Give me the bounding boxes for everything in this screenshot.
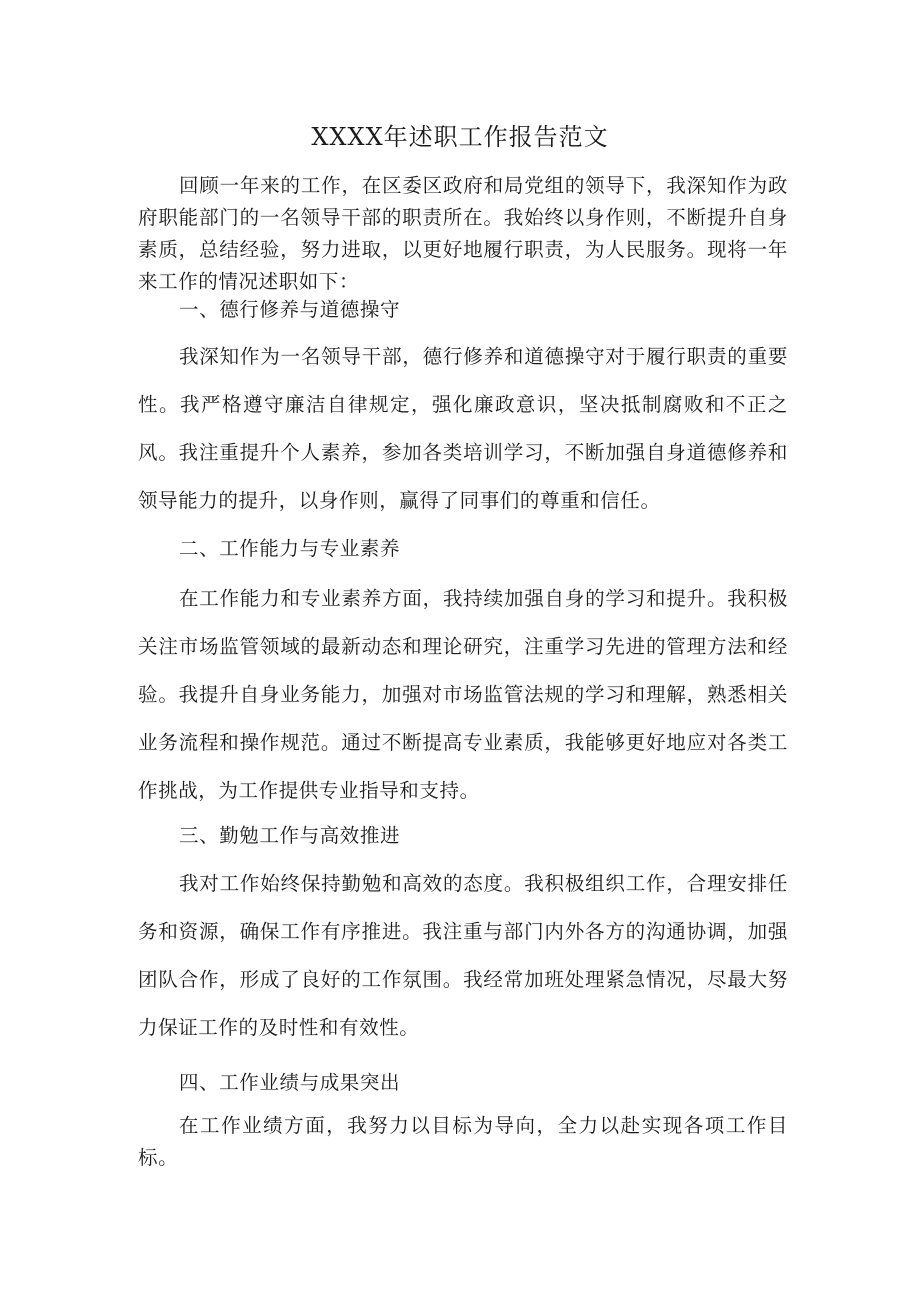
section-heading-3: 三、勤勉工作与高效推进 <box>179 824 401 847</box>
section-body-3: 我对工作始终保持勤勉和高效的态度。我积极组织工作，合理安排任务和资源，确保工作有序推进。我注重与部门内外各方的沟通协调，加强团队合作，形成了良好的工作氛围。我经常加班处理紧急情况，尽最大努力保证工作的及时性和有效性。 <box>138 872 788 1039</box>
section-heading-2: 二、工作能力与专业素养 <box>179 537 401 560</box>
intro-paragraph: 回顾一年来的工作，在区委区政府和局党组的领导下，我深知作为政府职能部门的一名领导干部的职责所在。我始终以身作则，不断提升自身素质，总结经验，努力进取，以更好地履行职责，为人民服务。现将一年来工作的情况述职如下： <box>138 174 788 293</box>
section-body-4: 在工作业绩方面，我努力以目标为导向，全力以赴实现各项工作目标。 <box>138 1114 788 1169</box>
document-title: XXXX年述职工作报告范文 <box>311 123 609 151</box>
section-body-1: 我深知作为一名领导干部，德行修养和道德操守对于履行职责的重要性。我严格遵守廉洁自律规定，强化廉政意识，坚决抵制腐败和不正之风。我注重提升个人素养，参加各类培训学习，不断加强自身道德修养和领导能力的提升，以身作则，赢得了同事们的尊重和信任。 <box>138 345 788 512</box>
section-body-2: 在工作能力和专业素养方面，我持续加强自身的学习和提升。我积极关注市场监管领域的最新动态和理论研究，注重学习先进的管理方法和经验。我提升自身业务能力，加强对市场监管法规的学习和理解，熟悉相关业务流程和操作规范。通过不断提高专业素质，我能够更好地应对各类工作挑战，为工作提供专业指导和支持。 <box>138 587 788 802</box>
section-heading-4: 四、工作业绩与成果突出 <box>179 1071 401 1094</box>
section-heading-1: 一、德行修养与道德操守 <box>179 298 401 321</box>
